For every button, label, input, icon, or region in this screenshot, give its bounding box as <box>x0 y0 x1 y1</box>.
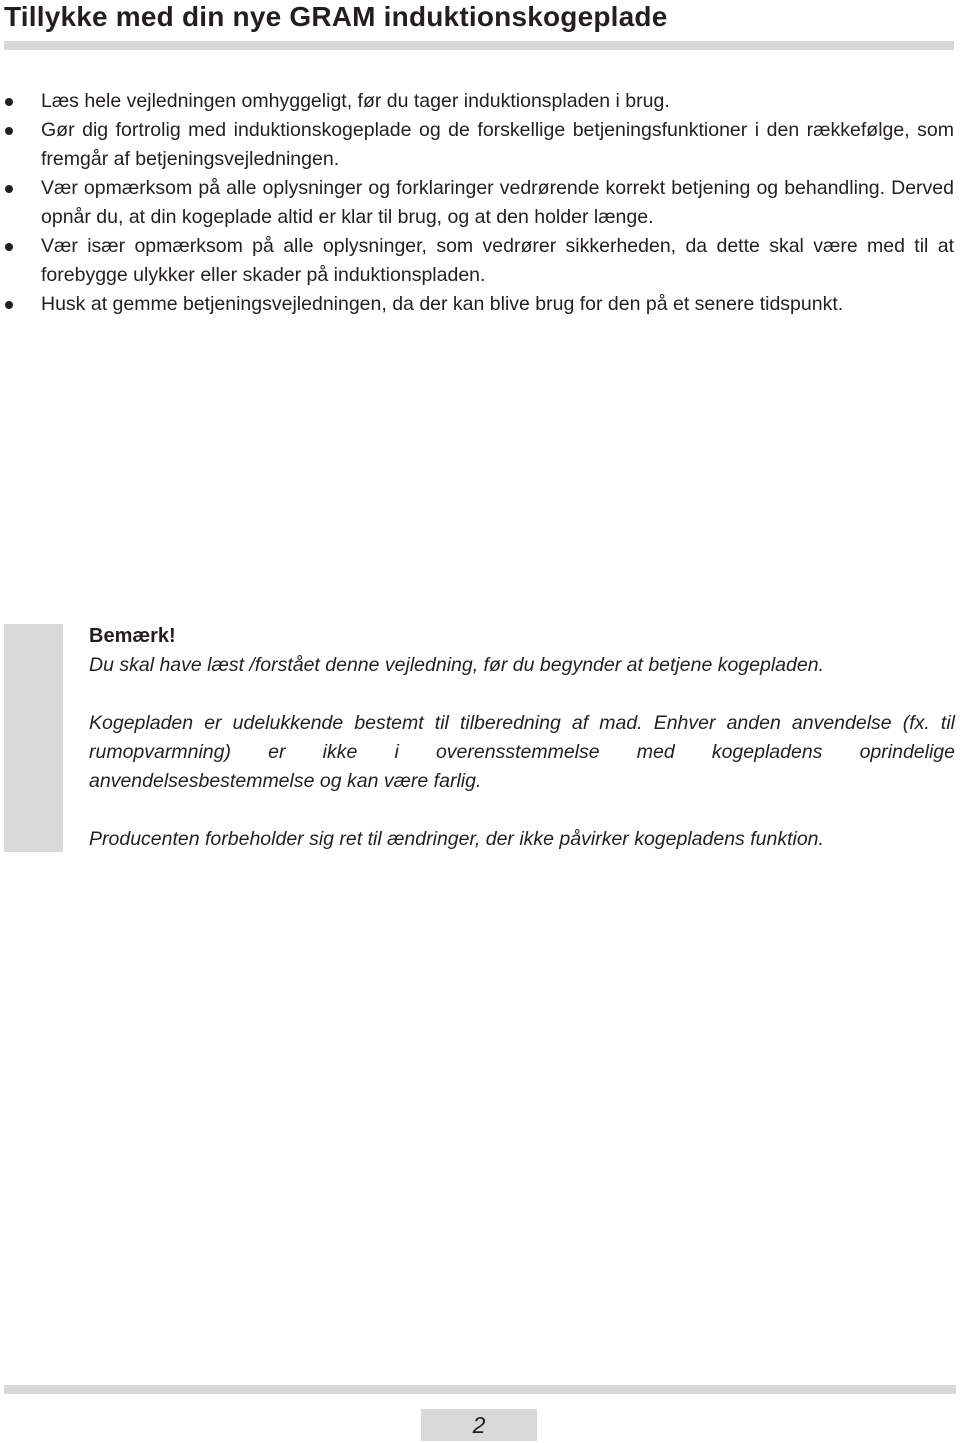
page-title: Tillykke med din nye GRAM induktionskogeplade <box>4 1 668 32</box>
page-number-box <box>421 1409 537 1441</box>
list-item-text: Vær især opmærksom på alle oplysninger, som vedrører sikkerheden, da dette skal være med til at forebygge ulykker eller skader på induktionspladen. <box>41 235 954 286</box>
bullet-icon <box>5 98 13 106</box>
list-item <box>0 116 954 174</box>
list-item-text: Læs hele vejledningen omhyggeligt, før du tager induktionspladen i brug. <box>41 90 670 112</box>
page-number: 2 <box>472 1412 486 1438</box>
footer-divider <box>4 1385 956 1394</box>
note-paragraph: Kogepladen er udelukkende bestemt til tilberedning af mad. Enhver anden anvendelse (fx. til rumopvarmning) er ikke i overensstemmelse med kogepladens oprindelige anvendelsesbestemmelse og kan være farlig. <box>89 712 955 792</box>
title-divider <box>4 41 954 50</box>
bullet-icon <box>5 185 13 193</box>
bullet-icon <box>5 301 13 309</box>
list-item <box>0 174 954 232</box>
note-paragraph: Du skal have læst /forstået denne vejledning, før du begynder at betjene kogepladen. <box>89 654 824 676</box>
note-paragraph: Producenten forbeholder sig ret til ændringer, der ikke påvirker kogepladens funktion. <box>89 828 824 850</box>
intro-bullet-list <box>0 87 954 319</box>
list-item-text: Vær opmærksom på alle oplysninger og forklaringer vedrørende korrekt betjening og behandling. Derved opnår du, at din kogeplade altid er klar til brug, og at den holder længe. <box>41 177 954 228</box>
bullet-icon <box>5 127 13 135</box>
list-item <box>0 290 954 319</box>
list-item-text: Gør dig fortrolig med induktionskogeplade og de forskellige betjeningsfunktioner i den rækkefølge, som fremgår af betjeningsvejledningen. <box>41 119 954 170</box>
note-block <box>89 622 955 883</box>
note-side-bar <box>4 624 63 852</box>
bullet-icon <box>5 243 13 251</box>
list-item-text: Husk at gemme betjeningsvejledningen, da der kan blive brug for den på et senere tidspunkt. <box>41 293 844 315</box>
note-heading: Bemærk! <box>89 625 176 647</box>
list-item <box>0 87 954 116</box>
list-item <box>0 232 954 290</box>
